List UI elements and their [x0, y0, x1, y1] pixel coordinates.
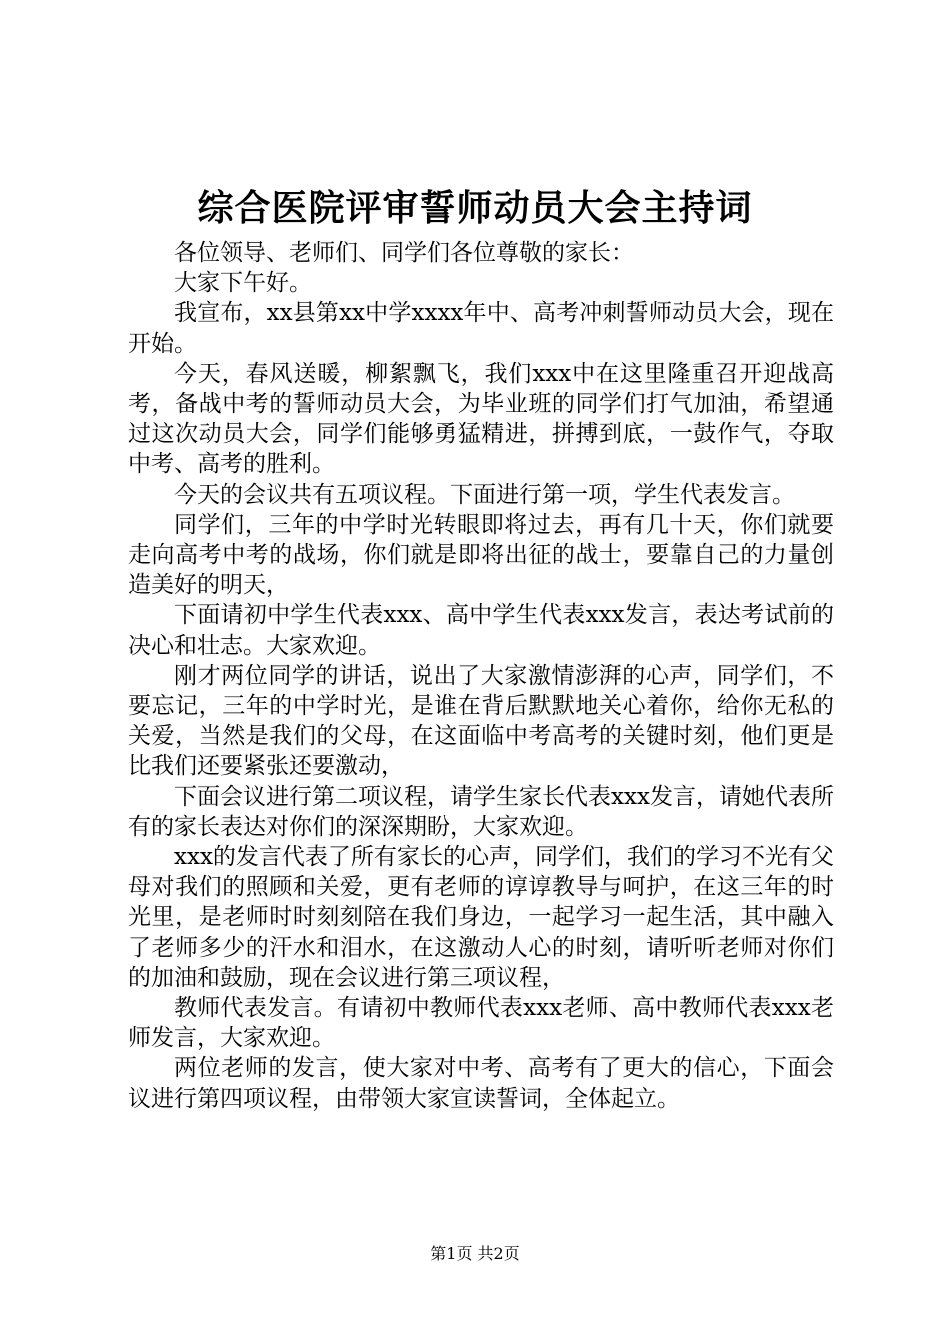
- paragraph-agenda-one: 今天的会议共有五项议程。下面进行第一项，学生代表发言。: [174, 481, 795, 508]
- paragraph-parents-transition: 刚才两位同学的讲话，说出了大家激情澎湃的心声，同学们，不要忘记，三年的中学时光，是谁在背后默默地关心着你，给你无私的关爱，当然是我们的父母，在这面临中考高考的关键时刻，他们更是比我们还要紧张还要激动，: [128, 662, 834, 780]
- document-title: 综合医院评审誓师动员大会主持词: [197, 187, 753, 229]
- document-body: [128, 238, 834, 1114]
- paragraph-agenda-four: 两位老师的发言，使大家对中考、高考有了更大的信心，下面会议进行第四项议程，由带领大家宣读誓词，全体起立。: [128, 1055, 834, 1112]
- paragraph-student-speakers: 下面请初中学生代表xxx、高中学生代表xxx发言，表达考试前的决心和壮志。大家欢迎。: [128, 602, 834, 659]
- paragraph-introduction: 今天，春风送暖，柳絮飘飞，我们xxx中在这里隆重召开迎战高考，备战中考的誓师动员大会，为毕业班的同学们打气加油，希望通过这次动员大会，同学们能够勇猛精进，拼搏到底，一鼓作气，夺取中考、高考的胜利。: [128, 360, 834, 478]
- paragraph-teacher-speakers: 教师代表发言。有请初中教师代表xxx老师、高中教师代表xxx老师发言，大家欢迎。: [128, 995, 834, 1052]
- paragraph-salutation: 各位领导、老师们、同学们各位尊敬的家长：: [174, 240, 634, 266]
- page-number-footer: 第1页 共2页: [430, 1244, 520, 1263]
- paragraph-agenda-two: 下面会议进行第二项议程，请学生家长代表xxx发言，请她代表所有的家长表达对你们的深深期盼，大家欢迎。: [128, 783, 834, 840]
- paragraph-students-transition: 同学们，三年的中学时光转眼即将过去，再有几十天，你们就要走向高考中考的战场，你们就是即将出征的战士，要靠自己的力量创造美好的明天，: [128, 511, 834, 599]
- paragraph-teachers-transition: xxx的发言代表了所有家长的心声，同学们，我们的学习不光有父母对我们的照顾和关爱，更有老师的谆谆教导与呵护，在这三年的时光里，是老师时时刻刻陪在我们身边，一起学习一起生活，其中融入了老师多少的汗水和泪水，在这激动人心的时刻，请听听老师对你们的加油和鼓励，现在会议进行第三项议程，: [128, 844, 834, 991]
- paragraph-greeting: 大家下午好。: [174, 270, 312, 297]
- paragraph-opening: 我宣布，xx县第xx中学xxxx年中、高考冲刺誓师动员大会，现在开始。: [128, 300, 834, 357]
